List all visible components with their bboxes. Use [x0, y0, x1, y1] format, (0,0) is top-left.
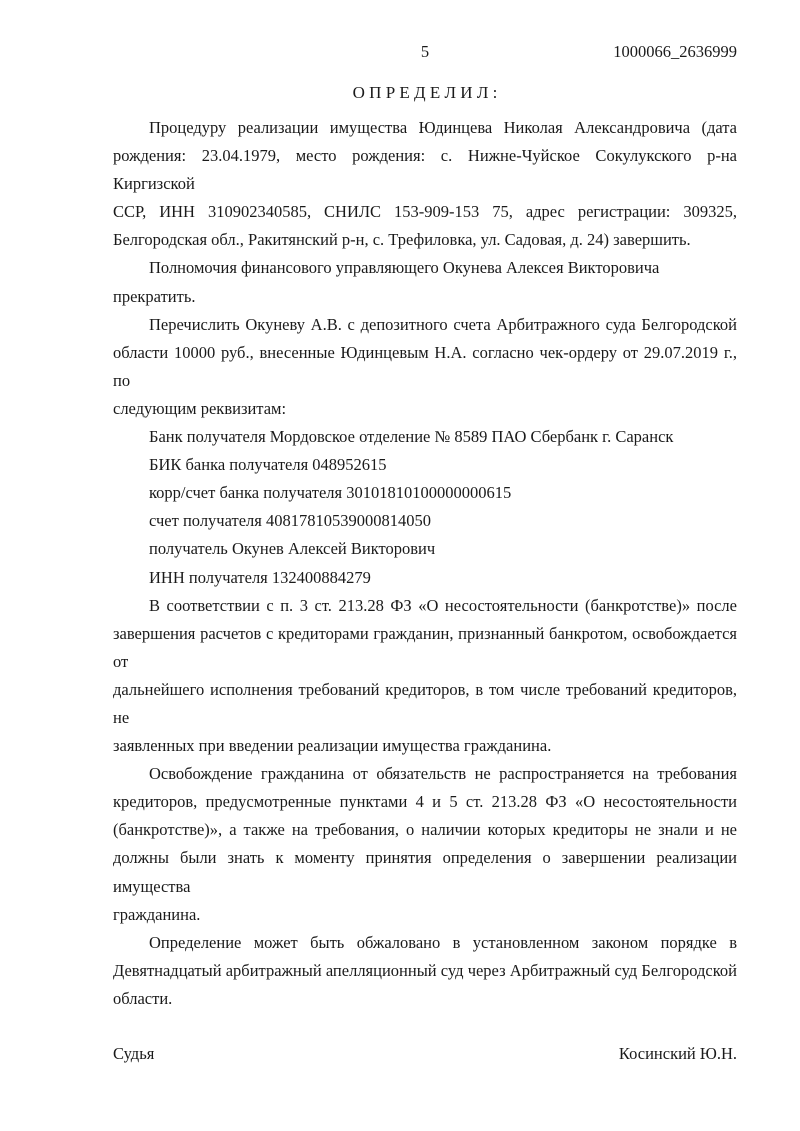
text-line: ССР, ИНН 310902340585, СНИЛС 153-909-153 75, адрес регистрации: 309325,: [113, 202, 737, 222]
text-line: должны были знать к моменту принятия определения о завершении реализации имущества: [113, 848, 737, 896]
text-line: рождения: 23.04.1979, место рождения: с. Нижне-Чуйское Сокулукского р-на Киргизской: [113, 146, 737, 194]
document-body: [113, 114, 737, 1013]
paragraph: [113, 311, 737, 423]
text-line: Определение может быть обжаловано в установленном законом порядке в: [149, 932, 737, 952]
page-number: 5: [420, 42, 430, 61]
text-line: области.: [113, 988, 173, 1008]
text-line: Процедуру реализации имущества Юдинцева Николая Александровича (дата: [149, 118, 737, 137]
text-line: следующим реквизитам:: [113, 398, 287, 418]
paragraph: [113, 760, 737, 929]
paragraph: [113, 592, 737, 761]
bank-detail-line: получатель Окунев Алексей Викторович: [149, 539, 436, 559]
document-number: 1000066_2636999: [613, 42, 737, 61]
text-line: Белгородская обл., Ракитянский р-н, с. Трефиловка, ул. Садовая, д. 24) завершить.: [113, 230, 691, 250]
text-line: (банкротстве)», а также на требования, о наличии которых кредиторы не знали и не: [113, 820, 737, 840]
page-header: [113, 42, 737, 66]
text-line: дальнейшего исполнения требований кредиторов, в том числе требований кредиторов, не: [113, 679, 737, 727]
text-line: В соответствии с п. 3 ст. 213.28 ФЗ «О несостоятельности (банкротстве)» после: [149, 595, 737, 615]
text-line: завершения расчетов с кредиторами гражданин, признанный банкротом, освобождается от: [113, 623, 737, 671]
judge-name: Косинский Ю.Н.: [618, 1044, 737, 1063]
text-line: Освобождение гражданина от обязательств не распространяется на требования: [149, 764, 737, 784]
text-line: Перечислить Окуневу А.В. с депозитного счета Арбитражного суда Белгородской: [149, 314, 737, 334]
bank-detail-line: БИК банка получателя 048952615: [149, 455, 387, 475]
text-line: области 10000 руб., внесенные Юдинцевым Н.А. согласно чек-ордеру от 29.07.2019 г., по: [113, 342, 737, 390]
bank-detail-line: счет получателя 40817810539000814050: [149, 511, 431, 531]
text-line: кредиторов, предусмотренные пунктами 4 и 5 ст. 213.28 ФЗ «О несостоятельности: [113, 792, 737, 812]
bank-detail-line: ИНН получателя 132400884279: [149, 567, 371, 587]
judge-role-label: Судья: [113, 1044, 155, 1063]
paragraph: [113, 254, 737, 310]
paragraph: [113, 929, 737, 1013]
paragraph: [113, 114, 737, 254]
ruling-title: О П Р Е Д Е Л И Л :: [352, 83, 498, 102]
text-line: гражданина.: [113, 904, 201, 924]
text-line: заявленных при введении реализации имущества гражданина.: [113, 736, 552, 756]
text-line: Полномочия финансового управляющего Окунева Алексея Викторовича прекратить.: [113, 258, 660, 306]
signature-block: [113, 1040, 737, 1068]
bank-detail-line: Банк получателя Мордовское отделение № 8589 ПАО Сбербанк г. Саранск: [149, 427, 674, 447]
bank-detail-line: корр/счет банка получателя 30101810100000000615: [149, 483, 512, 503]
text-line: Девятнадцатый арбитражный апелляционный суд через Арбитражный суд Белгородской: [113, 960, 737, 980]
bank-details: [113, 423, 737, 592]
